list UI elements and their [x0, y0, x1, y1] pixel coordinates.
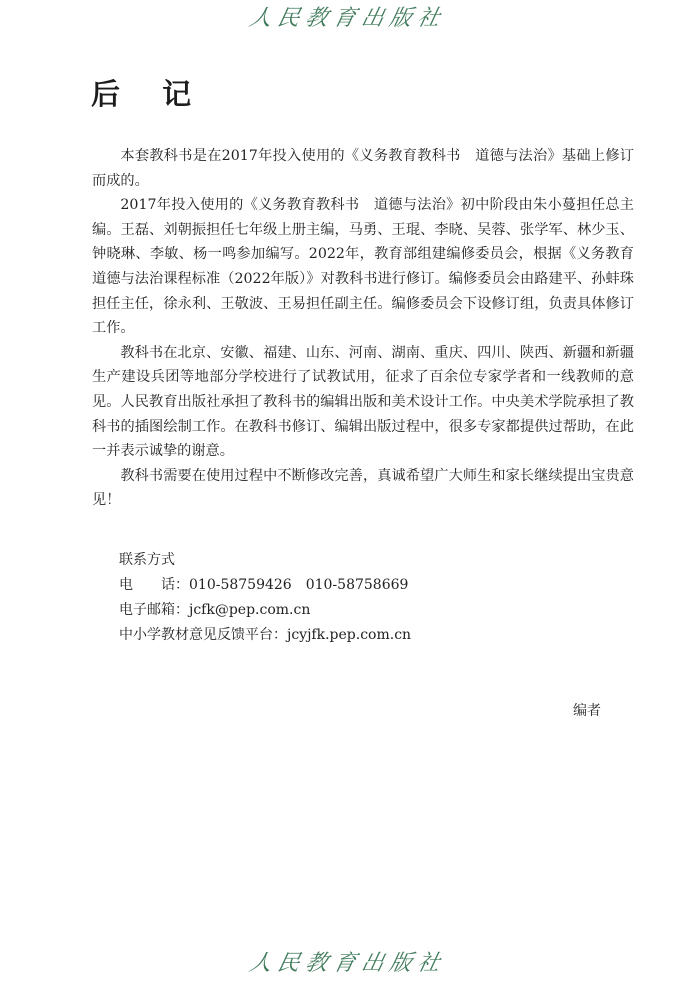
paragraph-1: 本套教科书是在2017年投入使用的《义务教育教科书 道德与法治》基础上修订而成的。 — [92, 148, 634, 189]
signature: 编者 — [573, 703, 601, 719]
phone-values: 010-58759426 010-58758669 — [189, 577, 409, 593]
contact-platform — [119, 623, 411, 648]
publisher-logo-header: 人民教育出版社 — [246, 6, 449, 31]
platform-value[interactable]: jcyjfk.pep.com.cn — [287, 627, 412, 643]
paragraph-4: 教科书需要在使用过程中不断修改完善，真诚希望广大师生和家长继续提出宝贵意见！ — [92, 467, 634, 509]
contact-email — [119, 598, 411, 623]
email-label: 电子邮箱： — [119, 602, 189, 618]
afterword-body — [92, 144, 634, 513]
paragraph-2: 2017年投入使用的《义务教育教科书 道德与法治》初中阶段由朱小蔓担任总主编。王磊、刘朝振担任七年级上册主编，马勇、王琨、李晓、吴蓉、张学军、林少玉、钟晓琳、李敏、杨一鸣参加编写。2022年，教育部组建编修委员会，根据《义务教育道德与法治课程标准（2022年版）》对教科书进行修订。编修委员会由路建平、孙蚌珠担任主任，徐永利、王敬波、王易担任副主任。编修委员会下设修订组，负责具体修订工作。 — [92, 197, 634, 337]
publisher-logo-footer: 人民教育出版社 — [246, 951, 449, 976]
page-title: 后 记 — [91, 77, 208, 111]
email-value[interactable]: jcfk@pep.com.cn — [189, 602, 311, 618]
platform-label: 中小学教材意见反馈平台： — [119, 627, 287, 643]
contact-heading: 联系方式 — [119, 552, 175, 568]
paragraph-3: 教科书在北京、安徽、福建、山东、河南、湖南、重庆、四川、陕西、新疆和新疆生产建设兵团等地部分学校进行了试教试用，征求了百余位专家学者和一线教师的意见。人民教育出版社承担了教科书的编辑出版和美术设计工作。中央美术学院承担了教科书的插图绘制工作。在教科书修订、编辑出版过程中，很多专家都提供过帮助，在此一并表示诚挚的谢意。 — [92, 344, 634, 460]
contact-phone — [119, 573, 411, 598]
contact-info — [119, 548, 411, 648]
phone-label: 电 话： — [119, 577, 189, 593]
